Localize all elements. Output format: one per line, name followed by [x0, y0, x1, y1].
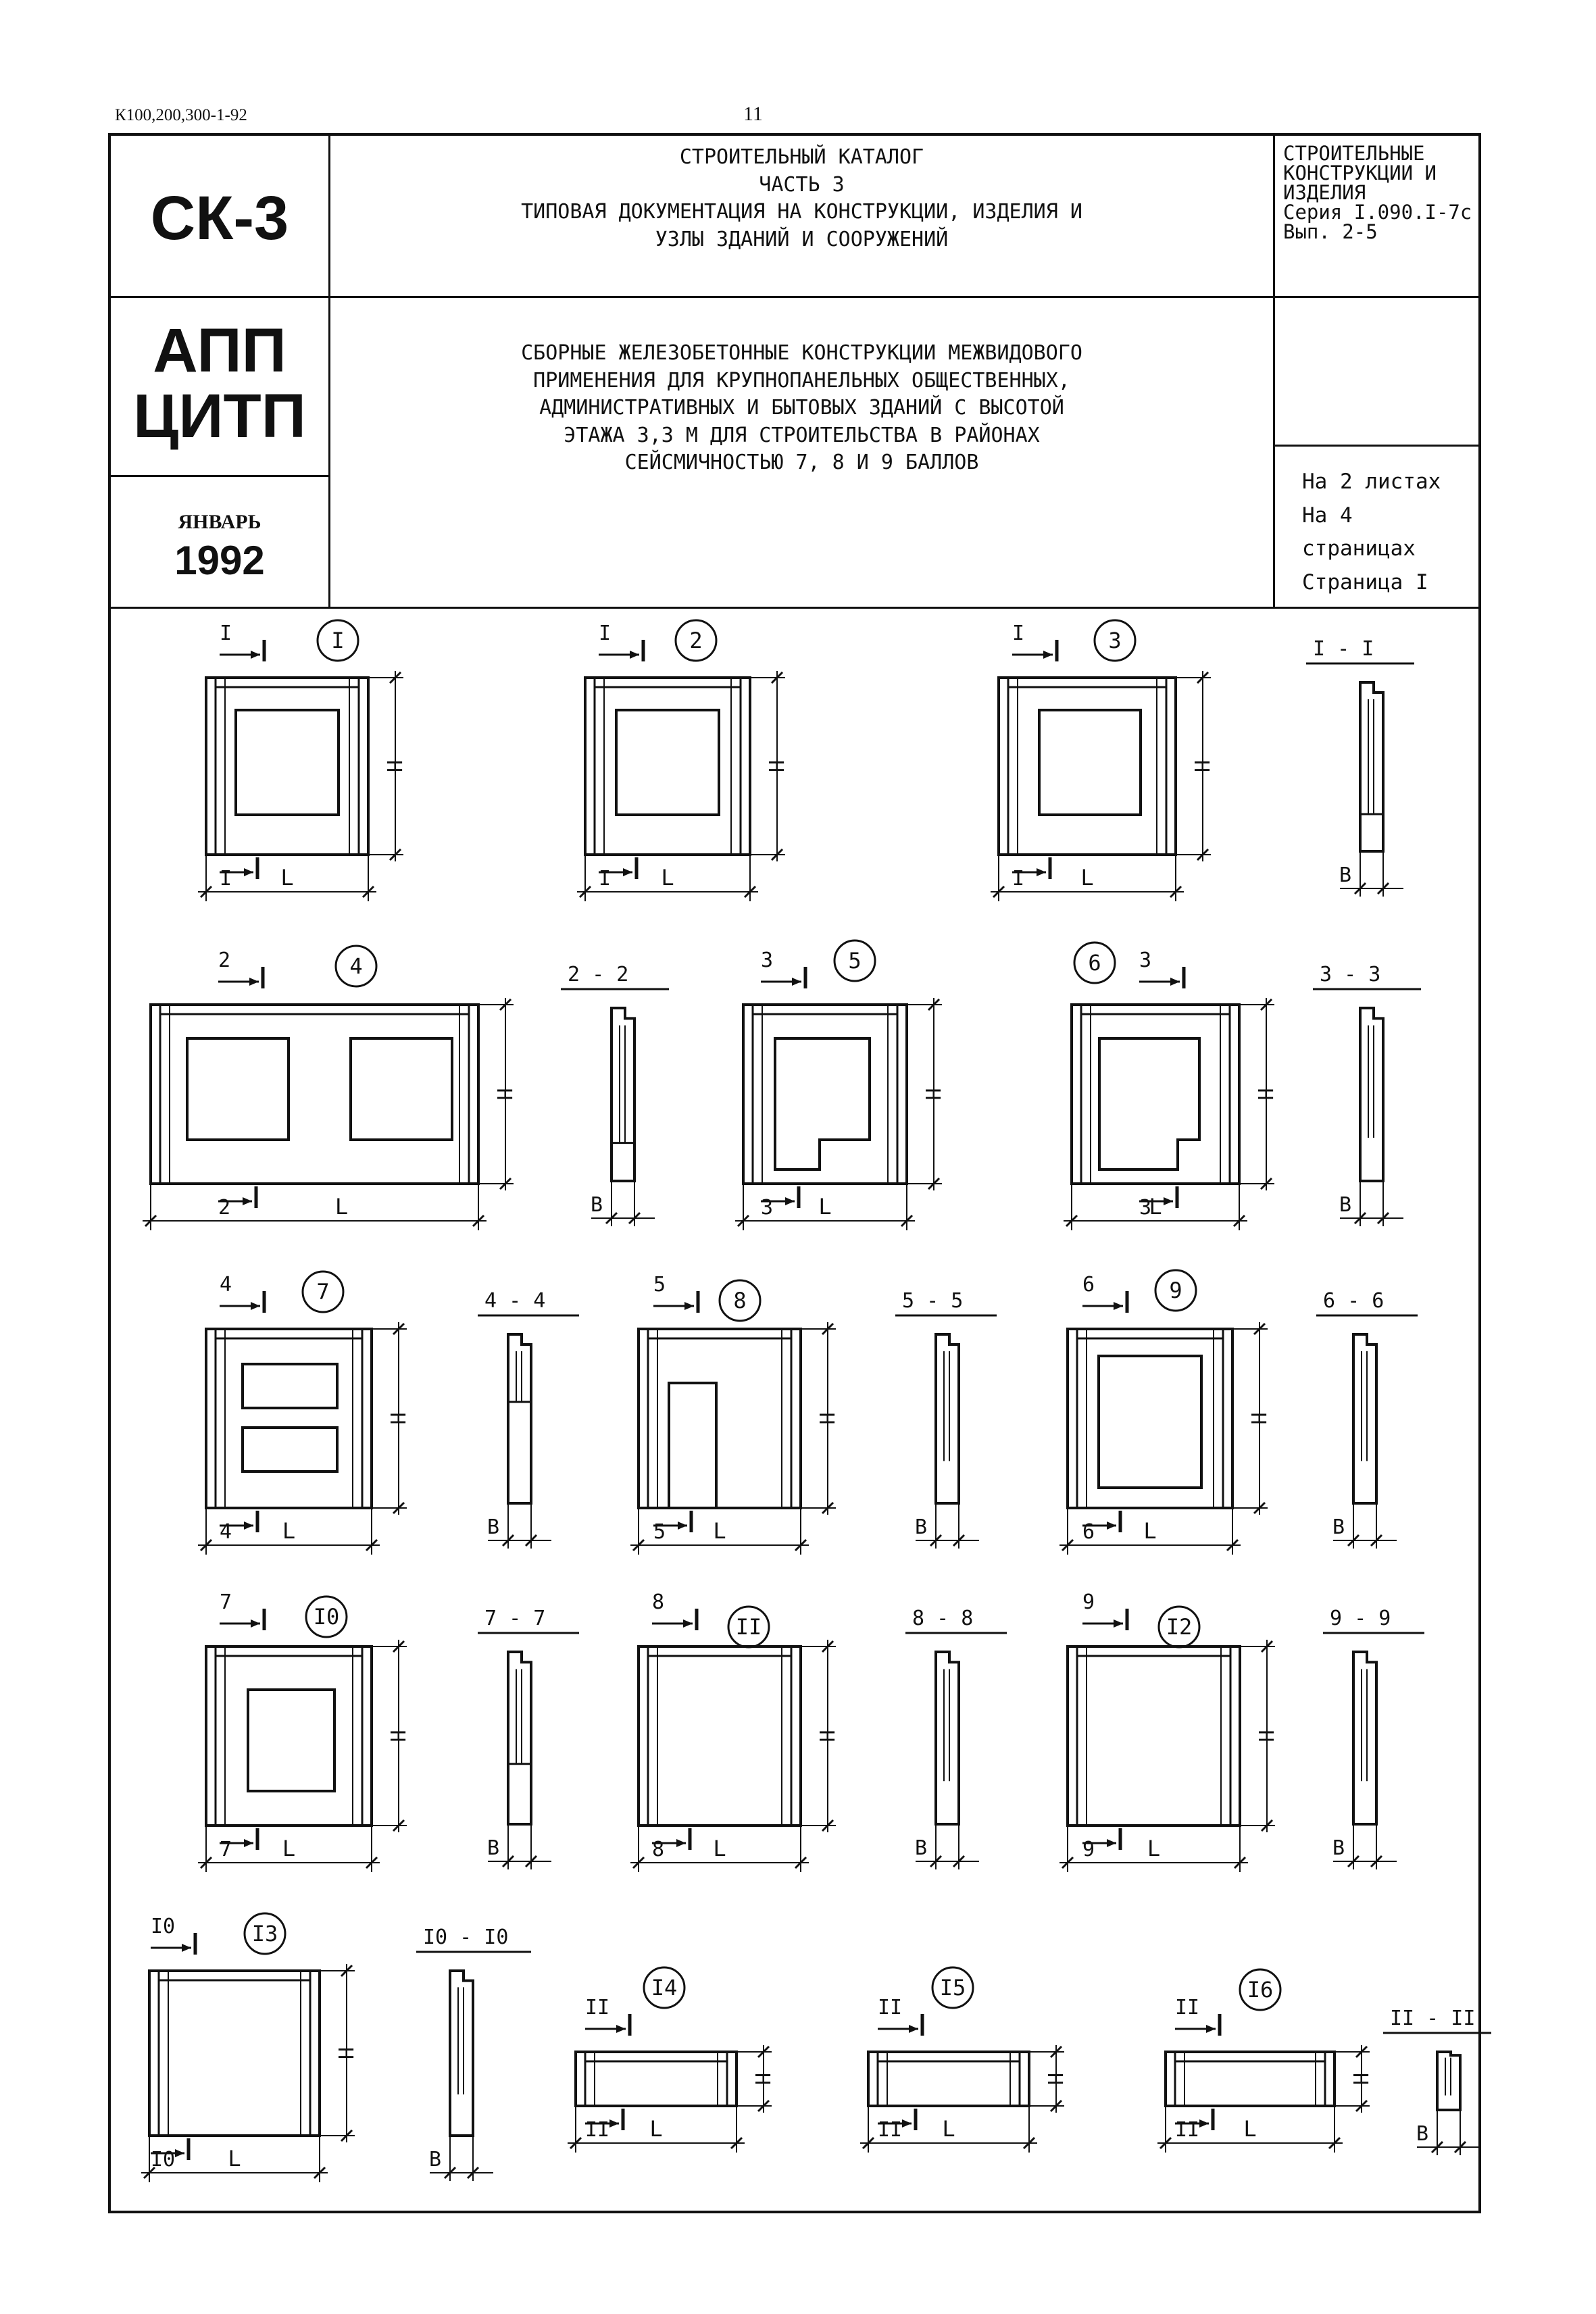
panel-outline: [639, 1329, 801, 1508]
section-label-bottom: II: [878, 2118, 903, 2142]
panel-outline: [743, 1005, 907, 1184]
section-profile: [612, 1008, 634, 1181]
panel-outline: [585, 678, 750, 855]
panel-outline: [1166, 2052, 1335, 2106]
section-title: 4 - 4: [484, 1289, 546, 1313]
height-label: H: [814, 1412, 838, 1425]
length-label: L: [661, 865, 674, 890]
section-profile: [936, 1334, 959, 1503]
panel-7: [630, 1273, 838, 1555]
section-arrowhead: [792, 978, 801, 986]
section-arrowhead: [251, 1302, 260, 1310]
panel-outline: [1072, 1005, 1239, 1184]
section-label-bottom: 2: [218, 1196, 231, 1219]
thickness-label: B: [428, 2148, 442, 2171]
panel-number: I0: [313, 1604, 340, 1630]
thickness-label: B: [487, 1515, 500, 1539]
panel-3: [143, 946, 516, 1230]
section-label-top: II: [585, 1996, 610, 2019]
series-line4: Серия I.090.I-7с: [1283, 201, 1472, 224]
section-arrowhead: [251, 651, 260, 659]
section-label-bottom: 9: [1082, 1838, 1095, 1861]
section-label-bottom: I: [220, 867, 232, 890]
section-label-top: I: [599, 622, 612, 645]
section-arrowhead: [249, 978, 259, 986]
section-label-top: II: [878, 1996, 903, 2019]
section-label-bottom: 7: [220, 1838, 232, 1861]
panel-number: I2: [1166, 1614, 1193, 1640]
section-arrowhead: [1170, 978, 1180, 986]
opening: [351, 1038, 452, 1140]
panel-1: [577, 620, 787, 901]
section-label-top: 5: [653, 1273, 666, 1297]
opening: [1099, 1356, 1201, 1488]
catalog-line2: ЧАСТЬ 3: [759, 172, 845, 197]
panel-number: I5: [939, 1975, 966, 2001]
thickness-label: B: [1416, 2122, 1429, 2146]
section-label-bottom: I0: [151, 2148, 176, 2171]
section-profile: [1437, 2052, 1460, 2110]
length-label: L: [228, 2146, 241, 2171]
series-line2: КОНСТРУКЦИИ И: [1283, 161, 1437, 184]
panel-number: I4: [651, 1975, 678, 2001]
thickness-label: B: [590, 1193, 603, 1217]
section-arrowhead: [1199, 2119, 1209, 2128]
section-1: [561, 963, 669, 1226]
section-label-top: I: [1012, 622, 1025, 645]
length-label: L: [282, 1518, 296, 1544]
height-label: H: [1043, 2072, 1066, 2086]
section-arrowhead: [902, 2119, 912, 2128]
section-title: II - II: [1390, 2007, 1476, 2030]
height-label: H: [814, 1730, 838, 1742]
panel-number: 8: [733, 1288, 747, 1313]
length-label: L: [942, 2116, 955, 2142]
opening: [248, 1690, 334, 1791]
document-code: К100,200,300-1-92: [115, 106, 247, 124]
thickness-label: B: [1332, 1836, 1345, 1860]
panel-5: [1064, 942, 1276, 1230]
section-label-top: 2: [218, 949, 231, 972]
panel-2: [991, 620, 1213, 901]
panel-4: [735, 940, 944, 1230]
section-7: [905, 1607, 1007, 1869]
section-arrowhead: [909, 2025, 918, 2033]
length-label: L: [818, 1194, 832, 1219]
length-label: L: [280, 865, 294, 890]
section-arrowhead: [244, 868, 253, 876]
section-label-top: 3: [1139, 949, 1152, 972]
section-label-top: 4: [220, 1273, 232, 1297]
thickness-label: B: [1339, 1193, 1352, 1217]
length-label: L: [282, 1836, 296, 1861]
title-line2: ПРИМЕНЕНИЯ ДЛЯ КРУПНОПАНЕЛЬНЫХ ОБЩЕСТВЕННЫХ,: [533, 368, 1070, 393]
sheets-line1: На 2 листах: [1302, 470, 1441, 494]
section-label-top: 8: [652, 1590, 665, 1614]
height-label: H: [1246, 1412, 1270, 1425]
year: 1992: [174, 538, 265, 583]
section-label-bottom: I: [1012, 867, 1025, 890]
section-arrowhead: [785, 1197, 795, 1205]
panel-number: I3: [251, 1921, 278, 1946]
section-profile: [508, 1334, 531, 1503]
length-label: L: [649, 2116, 663, 2142]
org-line2: ЦИТП: [133, 381, 306, 451]
panel-number: 6: [1088, 950, 1101, 976]
section-8: [1323, 1607, 1424, 1869]
section-title: 2 - 2: [568, 963, 629, 986]
section-profile: [1353, 1334, 1376, 1503]
section-arrowhead: [684, 1302, 694, 1310]
panel-10: [630, 1590, 838, 1872]
panel-number: 2: [689, 628, 703, 653]
section-label-bottom: 8: [652, 1838, 665, 1861]
month: ЯНВАРЬ: [178, 511, 261, 533]
section-profile: [508, 1652, 531, 1824]
section-label-bottom: 3: [1139, 1196, 1152, 1219]
panel-outline: [576, 2052, 737, 2106]
length-label: L: [1147, 1836, 1161, 1861]
series-line3: ИЗДЕЛИЯ: [1283, 181, 1366, 204]
org-line1: АПП: [153, 316, 286, 385]
panel-number: 4: [349, 953, 363, 979]
height-label: H: [333, 2046, 357, 2060]
panel-number: 7: [316, 1279, 330, 1305]
length-label: L: [1080, 865, 1094, 890]
thickness-label: B: [1339, 863, 1352, 887]
height-label: H: [764, 759, 787, 773]
section-label-top: 6: [1082, 1273, 1095, 1297]
panel-15: [1157, 1969, 1372, 2153]
section-arrowhead: [1107, 1839, 1116, 1847]
section-9: [416, 1926, 531, 2181]
length-label: L: [713, 1836, 726, 1861]
section-arrowhead: [1043, 651, 1053, 659]
opening-outline: [669, 1383, 716, 1508]
panel-number: 3: [1108, 628, 1122, 653]
section-arrowhead: [683, 1619, 693, 1628]
height-label: H: [492, 1088, 516, 1101]
section-6: [478, 1607, 579, 1869]
section-10: [1383, 2007, 1491, 2155]
section-arrowhead: [1107, 1521, 1116, 1530]
height-label: H: [1189, 759, 1213, 773]
section-arrowhead: [678, 1521, 687, 1530]
section-label-bottom: II: [1175, 2118, 1200, 2142]
height-label: H: [385, 1730, 409, 1742]
section-arrowhead: [1037, 868, 1046, 876]
section-arrowhead: [251, 1619, 260, 1628]
section-arrowhead: [1114, 1619, 1123, 1628]
panel-number: II: [735, 1614, 762, 1640]
section-arrowhead: [616, 2025, 626, 2033]
section-profile: [450, 1971, 473, 2136]
section-arrowhead: [175, 2149, 184, 2157]
section-label-top: 3: [761, 949, 774, 972]
catalog-line1: СТРОИТЕЛЬНЫЙ КАТАЛОГ: [679, 145, 924, 169]
opening-outline: [1099, 1038, 1199, 1169]
section-arrowhead: [244, 1839, 253, 1847]
section-label-bottom: 3: [761, 1196, 774, 1219]
panel-number: I: [331, 628, 345, 653]
section-arrowhead: [244, 1521, 253, 1530]
section-2: [1313, 963, 1421, 1226]
section-arrowhead: [623, 868, 632, 876]
panel-outline: [206, 1329, 372, 1508]
section-title: 8 - 8: [912, 1607, 974, 1630]
length-label: L: [1243, 2116, 1257, 2142]
panel-number: 5: [848, 948, 862, 974]
section-5: [1316, 1289, 1418, 1549]
opening: [243, 1428, 337, 1472]
section-arrowhead: [1164, 1197, 1173, 1205]
section-label-top: I0: [151, 1915, 176, 1938]
section-label-bottom: I: [599, 867, 612, 890]
length-label: L: [713, 1518, 726, 1544]
panel-12: [141, 1913, 357, 2182]
panel-outline: [206, 678, 368, 855]
sheets-line3: Страница I: [1302, 570, 1428, 595]
series-line1: СТРОИТЕЛЬНЫЕ: [1283, 142, 1425, 165]
section-profile: [1360, 1008, 1383, 1181]
section-arrowhead: [243, 1197, 252, 1205]
section-0: [1306, 637, 1414, 897]
sk-label: СК-3: [150, 184, 289, 253]
section-label-top: 7: [220, 1590, 232, 1614]
panel-outline: [149, 1971, 320, 2136]
height-label: H: [1348, 2072, 1372, 2086]
section-label-bottom: 5: [653, 1520, 666, 1544]
section-title: 6 - 6: [1323, 1289, 1385, 1313]
series-line5: Вып. 2-5: [1283, 220, 1378, 243]
panel-number: 9: [1169, 1278, 1182, 1303]
opening: [1039, 710, 1141, 815]
panel-outline: [1068, 1646, 1240, 1826]
panel-outline: [206, 1646, 372, 1826]
panel-14: [860, 1967, 1066, 2153]
section-title: I0 - I0: [423, 1926, 509, 1949]
section-title: 5 - 5: [902, 1289, 964, 1313]
section-arrowhead: [182, 1944, 191, 1952]
length-label: L: [1143, 1518, 1157, 1544]
height-label: H: [920, 1088, 944, 1101]
sheets-line2: На 4 страницах: [1302, 503, 1416, 561]
section-label-bottom: 6: [1082, 1520, 1095, 1544]
thickness-label: B: [914, 1515, 928, 1539]
panel-outline: [151, 1005, 478, 1184]
section-title: I - I: [1313, 637, 1374, 661]
panel-outline: [868, 2052, 1029, 2106]
thickness-label: B: [914, 1836, 928, 1860]
section-label-top: I: [220, 622, 232, 645]
opening: [236, 710, 339, 815]
panel-outline: [639, 1646, 801, 1826]
panel-6: [198, 1272, 409, 1555]
title-line3: АДМИНИСТРАТИВНЫХ И БЫТОВЫХ ЗДАНИЙ С ВЫСОТОЙ: [539, 396, 1064, 420]
title-line4: ЭТАЖА 3,3 М ДЛЯ СТРОИТЕЛЬСТВА В РАЙОНАХ: [564, 423, 1040, 447]
panel-11: [1059, 1590, 1277, 1872]
height-label: H: [382, 759, 405, 773]
section-4: [895, 1289, 997, 1549]
panel-13: [568, 1967, 774, 2153]
section-arrowhead: [676, 1839, 686, 1847]
section-profile: [1353, 1652, 1376, 1824]
height-label: H: [750, 2072, 774, 2086]
section-arrowhead: [1114, 1302, 1123, 1310]
opening: [187, 1038, 289, 1140]
length-label: L: [1149, 1194, 1162, 1219]
thickness-label: B: [487, 1836, 500, 1860]
height-label: H: [1253, 1088, 1276, 1101]
panel-9: [198, 1590, 409, 1872]
height-label: H: [385, 1412, 409, 1425]
section-title: 7 - 7: [484, 1607, 546, 1630]
section-profile: [936, 1652, 959, 1824]
length-label: L: [334, 1194, 349, 1219]
panel-8: [1059, 1270, 1270, 1555]
section-arrowhead: [630, 651, 639, 659]
opening-outline: [775, 1038, 870, 1169]
section-title: 3 - 3: [1320, 963, 1381, 986]
section-3: [478, 1289, 579, 1549]
section-arrowhead: [609, 2119, 619, 2128]
section-label-bottom: II: [585, 2118, 610, 2142]
catalog-line3: ТИПОВАЯ ДОКУМЕНТАЦИЯ НА КОНСТРУКЦИИ, ИЗДЕЛИЯ И: [521, 200, 1082, 224]
section-arrowhead: [1206, 2025, 1216, 2033]
section-label-top: 9: [1082, 1590, 1095, 1614]
section-profile: [1360, 682, 1383, 851]
section-label-bottom: 4: [220, 1520, 232, 1544]
panel-number: I6: [1247, 1977, 1274, 2003]
opening: [243, 1364, 337, 1408]
section-title: 9 - 9: [1330, 1607, 1391, 1630]
title-line1: СБОРНЫЕ ЖЕЛЕЗОБЕТОННЫЕ КОНСТРУКЦИИ МЕЖВИДОВОГО: [521, 341, 1082, 365]
catalog-line4: УЗЛЫ ЗДАНИЙ И СООРУЖЕНИЙ: [655, 227, 949, 251]
page-number: 11: [743, 103, 763, 125]
thickness-label: B: [1332, 1515, 1345, 1539]
height-label: H: [1253, 1730, 1277, 1742]
panel-0: [198, 620, 405, 901]
opening: [616, 710, 719, 815]
title-line5: СЕЙСМИЧНОСТЬЮ 7, 8 И 9 БАЛЛОВ: [624, 451, 979, 474]
section-label-top: II: [1175, 1996, 1200, 2019]
panel-outline: [999, 678, 1176, 855]
